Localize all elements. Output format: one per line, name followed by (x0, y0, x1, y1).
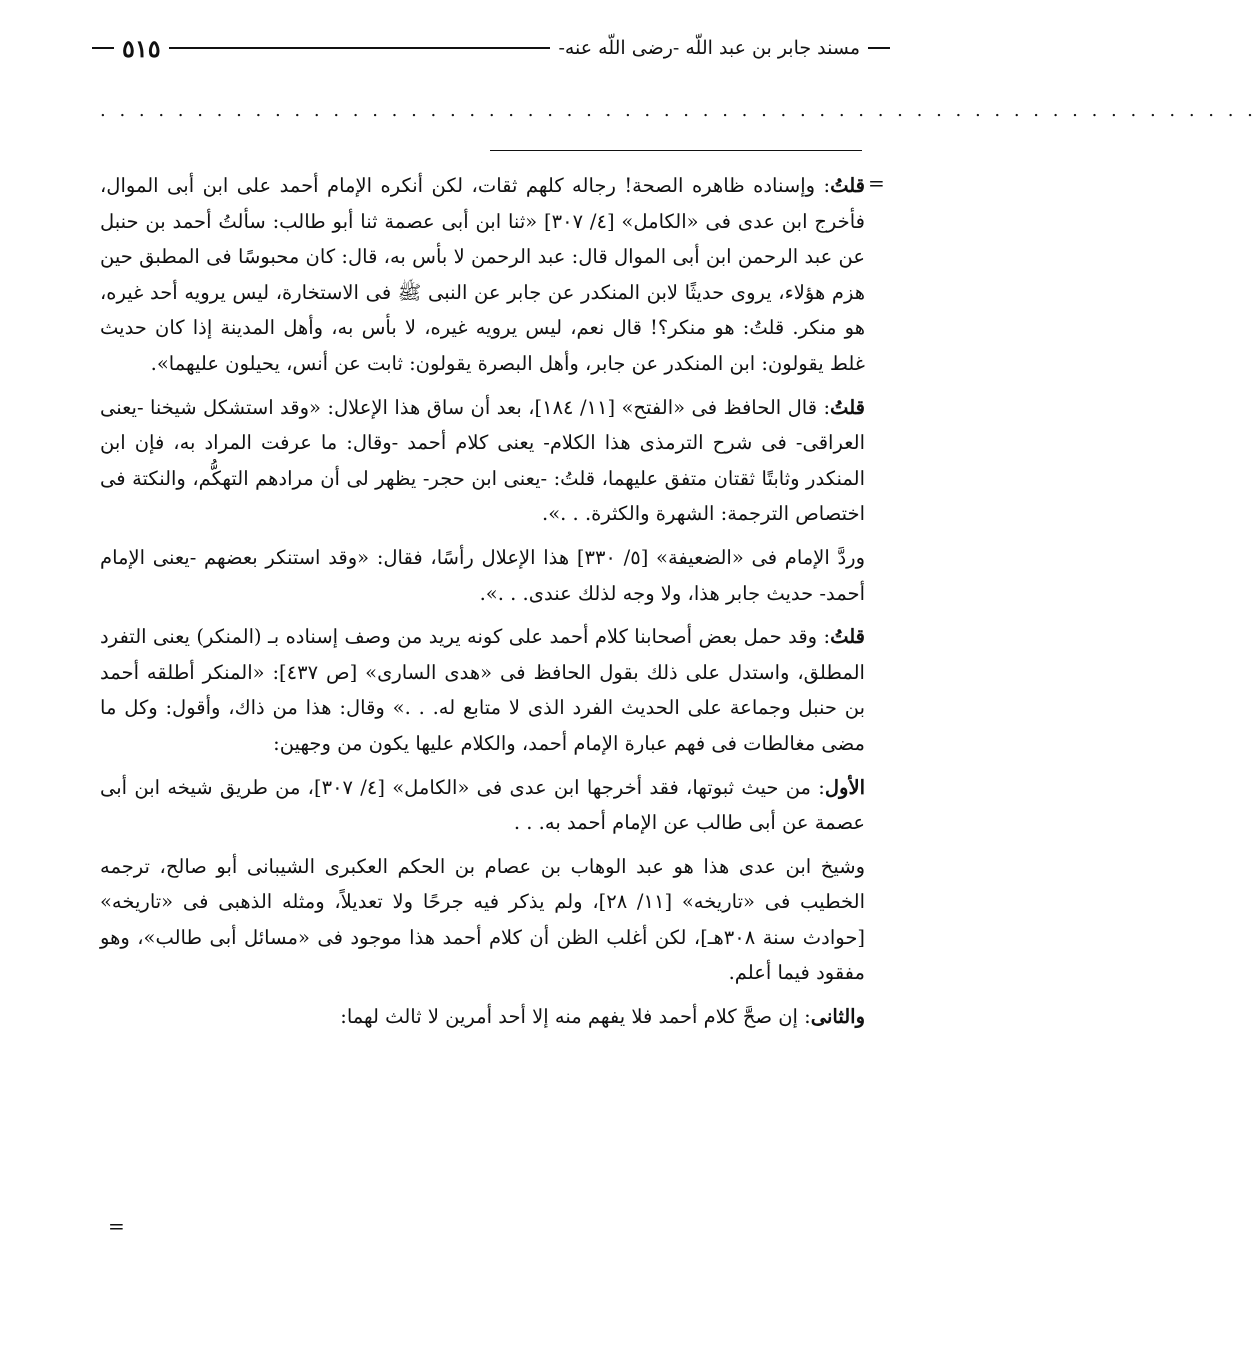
paragraph (100, 619, 865, 761)
paragraph-lead: قلتُ (830, 395, 865, 419)
paragraph (100, 540, 865, 611)
paragraph-text: : وقد حمل بعض أصحابنا كلام أحمد على كونه يريد من وصف إسناده بـ (المنكر) يعنى التفرد المطلق، واستدل على ذلك بقول الحافظ فى «هدى السارى» [ص ٤٣٧]: «المنكر أطلقه أحمد بن حنبل وجماعة على الحديث الفرد الذى لا متابع له. . .» وقال: هذا من ذاك، وأقول: وكل ما مضى مغالطات فى فهم عبارة الإمام أحمد، والكلام عليها يكون من وجهين: (100, 625, 865, 755)
paragraph-text: وشيخ ابن عدى هذا هو عبد الوهاب بن عصام بن الحكم العكبرى الشيبانى أبو صالح، ترجمه الخطيب فى «تاريخه» [١١/ ٢٨]، ولم يذكر فيه جرحًا ولا تعديلاً، ومثله الذهبى فى «تاريخه» [حوادث سنة ٣٠٨هـ]، لكن أغلب الظن أن كلام أحمد هذا موجود فى «مسائل أبى طالب»، وهو مفقود فيما أعلم. (100, 854, 865, 985)
paragraph-lead: الأول (824, 775, 865, 799)
paragraph-lead: قلتُ (830, 625, 865, 649)
paragraph-text: : قال الحافظ فى «الفتح» [١١/ ١٨٤]، بعد أن ساق هذا الإعلال: «وقد استشكل شيخنا -يعنى العراقى- فى شرح الترمذى هذا الكلام- يعنى كلام أحمد -وقال: ما عرفت المراد به، فإن ابن المنكدر وثابتًا ثقتان متفق عليهما، قلتُ: -يعنى ابن حجر- يظهر لى أن مرادهم التهكُّم، والنكتة فى اختصاص الترجمة: الشهرة والكثرة. . .». (100, 395, 865, 526)
footnote-rule (490, 150, 862, 151)
page-number: ٥١٥ (122, 33, 161, 63)
header-rule (169, 47, 551, 49)
paragraph-text: وردَّ الإمام فى «الضعيفة» [٥/ ٣٣٠] هذا الإعلال رأسًا، فقال: «وقد استنكر بعضهم -يعنى الإمام أحمد- حديث جابر هذا، ولا وجه لذلك عندى. . .». (100, 545, 865, 605)
paragraph-lead: والثانى (810, 1005, 865, 1029)
paragraph (100, 999, 865, 1035)
paragraph-text: : وإسناده ظاهره الصحة! رجاله كلهم ثقات، لكن أنكره الإمام أحمد على ابن أبى الموال، فأخرج ابن عدى فى «الكامل» [٤/ ٣٠٧] «ثنا ابن أبى عصمة ثنا أبو طالب: سألتُ أحمد بن حنبل عن عبد الرحمن ابن أبى الموال قال: عبد الرحمن لا بأس به، قال: كان محبوسًا فى المطبق حين هزم هؤلاء، يروى حديثًا لابن المنكدر عن جابر عن النبى ﷺ فى الاستخارة، ليس يرويه أحد غيره، هو منكر. قلتُ: هو منكر؟! قال نعم، ليس يرويه غيره، لا بأس به، وأهل المدينة إذا كان حديث غلط يقولون: ابن المنكدر عن جابر، وأهل البصرة يقولون: ثابت عن أنس، يحيلون عليهما». (100, 174, 865, 375)
paragraph-text: : إن صحَّ كلام أحمد فلا يفهم منه إلا أحد أمرين لا ثالث لهما: (340, 1005, 811, 1029)
paragraph-text: : من حيث ثبوتها، فقد أخرجها ابن عدى فى «الكامل» [٤/ ٣٠٧]، من طريق شيخه ابن أبى عصمة عن أبى طالب عن الإمام أحمد به. . . (100, 775, 865, 835)
continuation-mark-top: = (868, 171, 885, 195)
paragraph (100, 390, 865, 532)
running-title: مسند جابر بن عبد اللّه -رضى اللّه عنه- (558, 37, 860, 59)
paragraph-lead: قلتُ (830, 174, 865, 197)
paragraph (100, 849, 865, 991)
header-dash (868, 47, 890, 49)
footnote-body (100, 168, 865, 1043)
paragraph (100, 168, 865, 382)
continuation-mark-bottom: = (108, 1214, 125, 1238)
header-dash (92, 47, 114, 49)
paragraph (100, 770, 865, 841)
page-header (92, 30, 890, 66)
dotted-separator: . . . . . . . . . . . . . . . . . . . . . . . . . . . . . . . . . . . . . . . . . . . . . . . . . . . . . . . . . . . . (100, 100, 1257, 121)
